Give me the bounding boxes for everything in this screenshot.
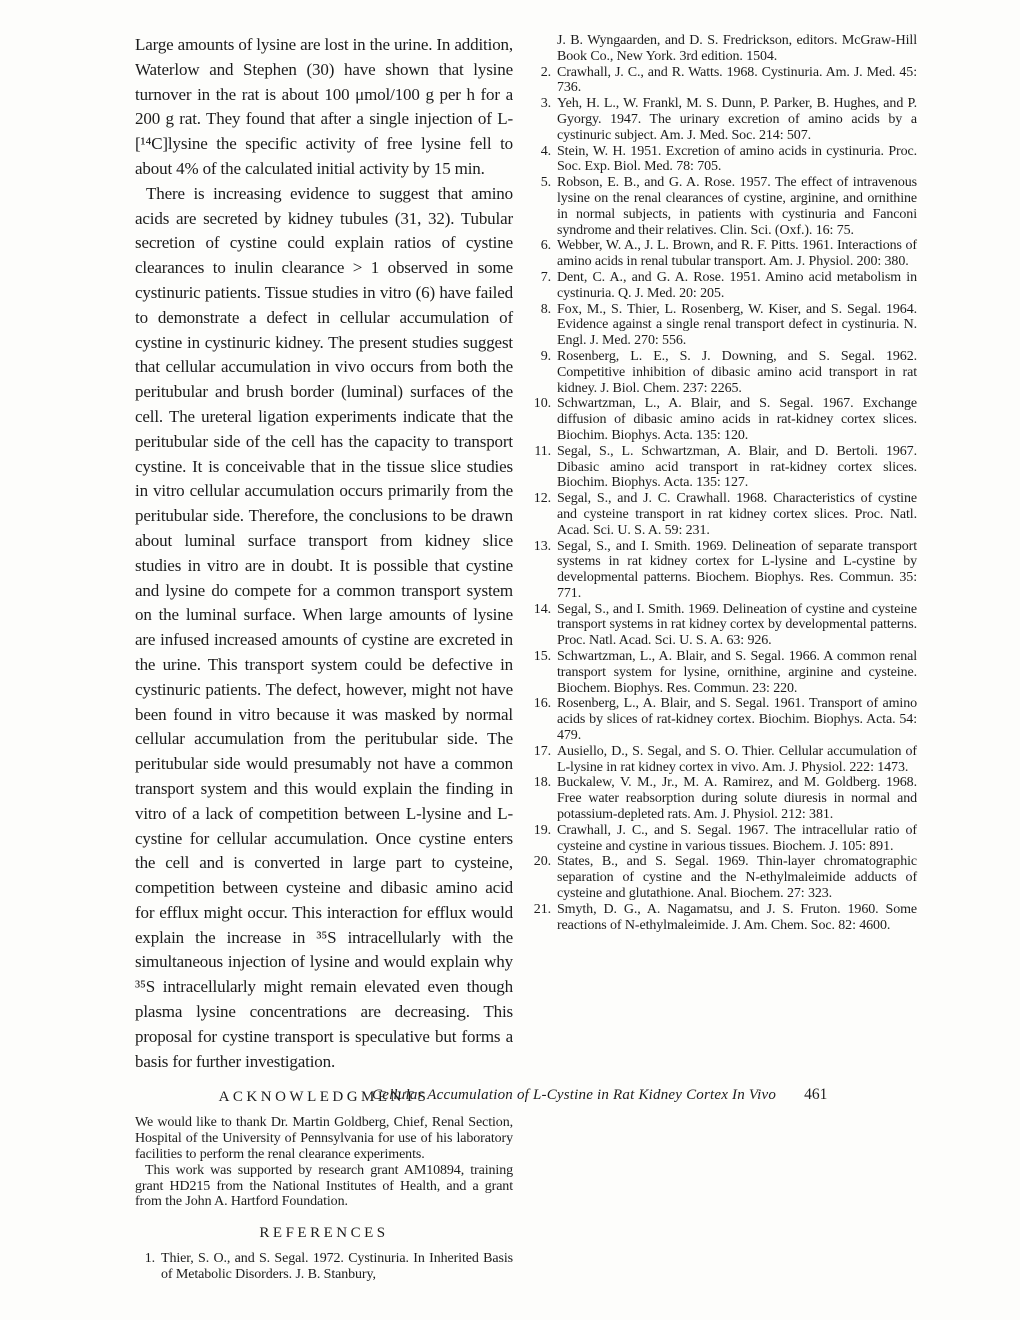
reference-number: 18. — [533, 775, 551, 791]
reference-number: 5. — [540, 175, 551, 191]
reference-text: Rosenberg, L. E., S. J. Downing, and S. Segal. 1962. Competitive inhibition of dibasic amino acid transport in rat kidney. J. Biol. Chem. 237: 2265. — [557, 348, 917, 396]
reference-text: Buckalew, V. M., Jr., M. A. Ramirez, and M. Goldberg. 1968. Free water reabsorption during solute diuresis in normal and potassium-depleted rats. Am. J. Physiol. 212: 381. — [557, 775, 917, 823]
reference-number: 19. — [533, 822, 551, 838]
reference-item-8 — [531, 302, 917, 349]
reference-number: 1. — [144, 1251, 155, 1267]
reference-number: 17. — [533, 743, 551, 759]
reference-item-1 — [135, 1251, 513, 1283]
reference-text: Stein, W. H. 1951. Excretion of amino acids in cystinuria. Proc. Soc. Exp. Biol. Med. 78: 705. — [557, 143, 917, 175]
reference-item-14 — [531, 602, 917, 649]
reference-text: Webber, W. A., J. L. Brown, and R. F. Pitts. 1961. Interactions of amino acids in renal tubular transport. Am. J. Physiol. 200: 380. — [557, 238, 917, 270]
reference-text: Crawhall, J. C., and S. Segal. 1967. The intracellular ratio of cysteine and cystine in various tissues. Biochem. J. 105: 891. — [557, 822, 917, 854]
reference-text: Dent, C. A., and G. A. Rose. 1951. Amino acid metabolism in cystinuria. Q. J. Med. 20: 205. — [557, 269, 917, 301]
reference-item-12 — [531, 491, 917, 538]
reference-item-11 — [531, 444, 917, 491]
reference-number: 15. — [533, 649, 551, 665]
reference-text: Robson, E. B., and G. A. Rose. 1957. The effect of intravenous lysine on the renal clearances of cystine, arginine, and ornithine in normal subjects, in patients with cystinuria and Fanconi syndrome and their relatives. Clin. Sci. (Oxf.). 16: 75. — [557, 175, 917, 238]
reference-text: Segal, S., and I. Smith. 1969. Delineation of separate transport systems in rat kidney cortex for L-lysine and L-cystine by developmental patterns. Biochem. Biophys. Res. Commun. 35: 771. — [557, 538, 917, 601]
reference-number: 9. — [540, 348, 551, 364]
reference-text: Fox, M., S. Thier, L. Rosenberg, W. Kiser, and S. Segal. 1964. Evidence against a single renal transport defect in cystinuria. N. Engl. J. Med. 270: 556. — [557, 301, 917, 349]
reference-text: Segal, S., and I. Smith. 1969. Delineation of cystine and cysteine transport systems in rat kidney cortex by developmental patterns. Proc. Natl. Acad. Sci. U. S. A. 63: 926. — [557, 601, 917, 649]
right-column — [531, 33, 917, 933]
reference-text: Segal, S., and J. C. Crawhall. 1968. Characteristics of cystine and cysteine transport in rat kidney cortex slices. Proc. Natl. Acad. Sci. U. S. A. 59: 231. — [557, 491, 917, 538]
reference-item-18 — [531, 775, 917, 822]
references-list-left — [135, 1251, 513, 1283]
reference-item-10 — [531, 396, 917, 443]
reference-number: 16. — [533, 696, 551, 712]
reference-text: Schwartzman, L., A. Blair, and S. Segal. 1967. Exchange diffusion of dibasic amino acids in rat-kidney cortex slices. Biochim. Biophys. Acta. 135: 120. — [557, 396, 917, 443]
reference-item-5 — [531, 175, 917, 238]
reference-item-9 — [531, 349, 917, 396]
reference-item-2 — [531, 65, 917, 97]
reference-item-3 — [531, 96, 917, 143]
reference-text: Yeh, H. L., W. Frankl, M. S. Dunn, P. Parker, B. Hughes, and P. Gyorgy. 1947. The urinary excretion of amino acids by a cystinuric subject. Am. J. Med. Soc. 214: 507. — [557, 96, 917, 143]
reference-number: 20. — [533, 854, 551, 870]
reference-number: 4. — [540, 143, 551, 159]
reference-item-6 — [531, 238, 917, 270]
body-paragraph-1: Large amounts of lysine are lost in the urine. In addition, Waterlow and Stephen (30) have shown that lysine turnover in the rat is about 100 μmol/100 g per h for a 200 g rat. They found that after a single injection of L-[¹⁴C]lysine the specific activity of free lysine fell to about 4% of the calculated initial activity by 15 min. — [135, 35, 513, 178]
page-footer — [372, 1086, 827, 1104]
reference-text: Schwartzman, L., A. Blair, and S. Segal. 1966. A common renal transport system for lysine, ornithine, arginine and cysteine. Biochem. Biophys. Res. Commun. 23: 220. — [557, 649, 917, 696]
reference-item-13 — [531, 539, 917, 602]
acknowledgments-paragraph-2: This work was supported by research grant AM10894, training grant HD215 from the National Institutes of Health, and a grant from the John A. Hartford Foundation. — [135, 1162, 513, 1210]
reference-1-continuation: J. B. Wyngaarden, and D. S. Fredrickson, editors. McGraw-Hill Book Co., New York. 3rd edition. 1504. — [557, 33, 917, 64]
reference-item-19 — [531, 823, 917, 855]
reference-number: 10. — [533, 396, 551, 412]
reference-item-15 — [531, 649, 917, 696]
reference-text: Smyth, D. G., A. Nagamatsu, and J. S. Fruton. 1960. Some reactions of N-ethylmaleimide. J. Am. Chem. Soc. 82: 4600. — [557, 901, 917, 933]
reference-text: Thier, S. O., and S. Segal. 1972. Cystinuria. In Inherited Basis of Metabolic Disorders. J. B. Stanbury, — [161, 1251, 513, 1283]
acknowledgments-paragraph-1: We would like to thank Dr. Martin Goldberg, Chief, Renal Section, Hospital of the University of Pennsylvania for use of his laboratory facilities to perform the renal clearance experiments. — [135, 1115, 513, 1163]
reference-number: 3. — [540, 96, 551, 112]
reference-text: Segal, S., L. Schwartzman, A. Blair, and D. Bertoli. 1967. Dibasic amino acid transport in rat-kidney cortex slices. Biochim. Biophys. Acta. 135: 127. — [557, 443, 917, 491]
reference-number: 14. — [533, 601, 551, 617]
reference-item-20 — [531, 854, 917, 901]
references-list-right — [531, 65, 917, 934]
body-paragraph-2: There is increasing evidence to suggest that amino acids are secreted by kidney tubules (31, 32). Tubular secretion of cystine could explain ratios of cystine clearances to inulin clearance > 1 observed in some cystinuric patients. Tissue studies in vitro (6) have failed to demonstrate a defect in cellular accumulation of cystine in cystinuric kidney. The present studies suggest that cellular accumulation in vivo occurs from both the peritubular and brush border (luminal) surfaces of the cell. The ureteral ligation experiments indicate that the peritubular side of the cell has the capacity to transport cystine. It is conceivable that in the tissue slice studies in vitro cellular accumulation occurs primarily from the peritubular side. Therefore, the conclusions to be drawn about luminal surface transport from kidney slice studies in vitro are in doubt. It is possible that cystine and lysine do compete for a common transport system on the luminal surface. When large amounts of lysine are infused increased amounts of cystine are excreted in the urine. This transport system could be defective in cystinuric patients. The defect, however, might not have been found in vitro because it was masked by normal cellular accumulation from the peritubular side. The peritubular side would presumably not have a common transport system and this would explain the finding in vitro of a lack of competition between L-lysine and L-cystine for cellular accumulation. Once cystine enters the cell and is converted in large part to cysteine, competition between cysteine and dibasic amino acid for efflux might occur. This interaction for efflux would explain the increase in ³⁵S intracellularly with the simultaneous injection of lysine and would explain why ³⁵S intracellularly might remain elevated even though plasma lysine concentrations are decreasing. This proposal for cystine transport is speculative but forms a basis for further investigation. — [135, 183, 513, 1071]
acknowledgments-heading: ACKNOWLEDGMENTS — [218, 1089, 430, 1106]
reference-number: 2. — [540, 64, 551, 80]
reference-text: States, B., and S. Segal. 1969. Thin-layer chromatographic separation of cystine and the N-ethylmaleimide adducts of cysteine and glutathione. Anal. Biochem. 27: 323. — [557, 854, 917, 902]
reference-item-17 — [531, 744, 917, 776]
running-title: Cellular Accumulation of L-Cystine in Rat Kidney Cortex In Vivo — [372, 1087, 777, 1103]
reference-text: Rosenberg, L., A. Blair, and S. Segal. 1961. Transport of amino acids by slices of rat-kidney cortex. Biochim. Biophys. Acta. 54: 479. — [557, 696, 917, 744]
reference-text: Ausiello, D., S. Segal, and S. O. Thier. Cellular accumulation of L-lysine in rat kidney cortex in vivo. Am. J. Physiol. 222: 1473. — [557, 743, 917, 775]
references-heading: REFERENCES — [259, 1225, 389, 1242]
reference-number: 12. — [533, 491, 551, 507]
reference-number: 13. — [533, 538, 551, 554]
reference-text: Crawhall, J. C., and R. Watts. 1968. Cystinuria. Am. J. Med. 45: 736. — [557, 64, 917, 96]
reference-item-4 — [531, 144, 917, 176]
reference-number: 6. — [540, 238, 551, 254]
reference-number: 7. — [540, 269, 551, 285]
reference-item-7 — [531, 270, 917, 302]
reference-number: 8. — [540, 301, 551, 317]
reference-number: 21. — [533, 901, 551, 917]
reference-item-21 — [531, 902, 917, 934]
reference-number: 11. — [534, 443, 551, 459]
page-number: 461 — [804, 1086, 828, 1103]
reference-item-16 — [531, 696, 917, 743]
